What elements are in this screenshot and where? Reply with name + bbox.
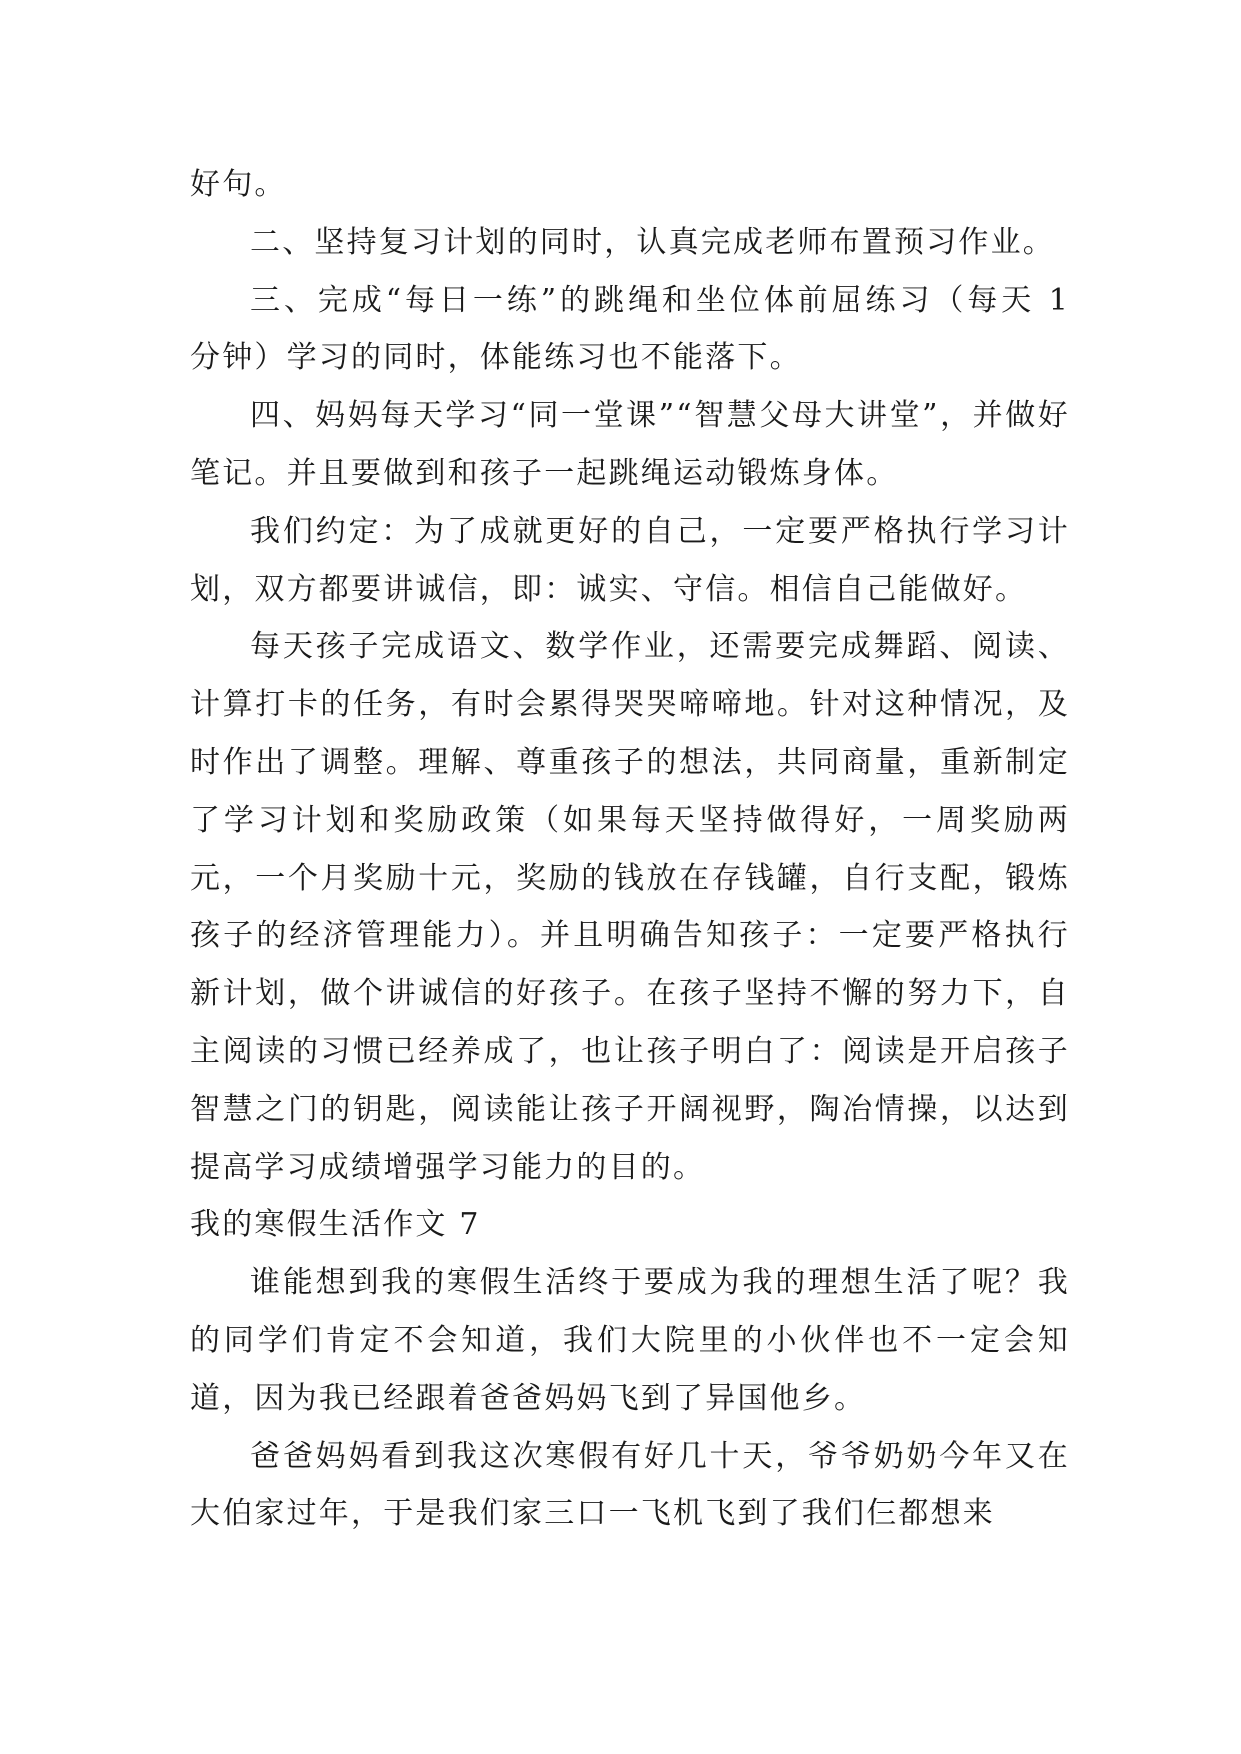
document-body xyxy=(190,156,1070,1543)
paragraph: 每天孩子完成语文、数学作业，还需要完成舞蹈、阅读、计算打卡的任务，有时会累得哭哭啼啼地。针对这种情况，及时作出了调整。理解、尊重孩子的想法，共同商量，重新制定了学习计划和奖励政策（如果每天坚持做得好，一周奖励两元，一个月奖励十元，奖励的钱放在存钱罐，自行支配，锻炼孩子的经济管理能力）。并且明确告知孩子：一定要严格执行新计划，做个讲诚信的好孩子。在孩子坚持不懈的努力下，自主阅读的习惯已经养成了，也让孩子明白了：阅读是开启孩子智慧之门的钥匙，阅读能让孩子开阔视野，陶冶情操，以达到提高学习成绩增强学习能力的目的。 xyxy=(190,629,1070,1185)
paragraph: 好句。 xyxy=(190,167,287,202)
paragraph: 爸爸妈妈看到我这次寒假有好几十天，爷爷奶奶今年又在大伯家过年，于是我们家三口一飞机飞到了我们仨都想来 xyxy=(190,1438,1070,1532)
paragraph: 我们约定：为了成就更好的自己，一定要严格执行学习计划，双方都要讲诚信，即：诚实、守信。相信自己能做好。 xyxy=(190,513,1070,607)
paragraph: 三、完成“每日一练”的跳绳和坐位体前屈练习（每天 1 分钟）学习的同时，体能练习也不能落下。 xyxy=(190,282,1070,376)
section-heading: 我的寒假生活作文 7 xyxy=(190,1207,481,1243)
paragraph: 二、坚持复习计划的同时，认真完成老师布置预习作业。 xyxy=(250,224,1055,260)
paragraph: 四、妈妈每天学习“同一堂课”“智慧父母大讲堂”，并做好笔记。并且要做到和孩子一起跳绳运动锻炼身体。 xyxy=(190,398,1070,491)
paragraph: 谁能想到我的寒假生活终于要成为我的理想生活了呢？我的同学们肯定不会知道，我们大院里的小伙伴也不一定会知道，因为我已经跟着爸爸妈妈飞到了异国他乡。 xyxy=(190,1265,1070,1416)
